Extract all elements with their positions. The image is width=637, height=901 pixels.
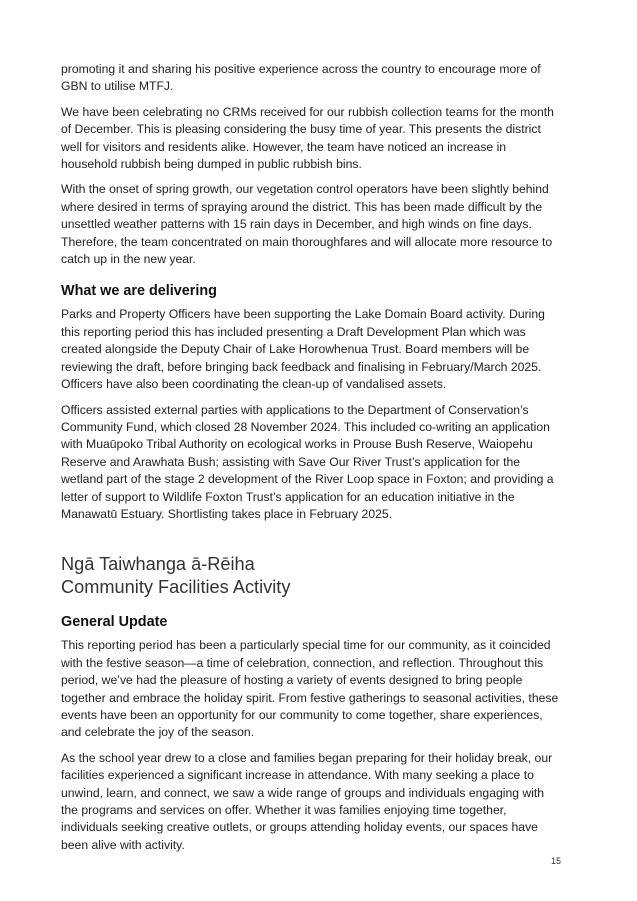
general-update-heading: General Update (61, 614, 168, 631)
delivering-heading: What we are delivering (61, 283, 217, 300)
general-update-paragraph: As the school year drew to a close and families began preparing for their holiday break, our facilities experienced a significant increase in attendance. With many seeking a place to unwind, learn, and connect, we saw a wide range of groups and individuals engaging with the programs and services on offer. Whether it was families enjoying time together, individuals seeking creative outlets, or groups attending holiday events, our spaces have been alive with activity. (61, 750, 553, 852)
intro-paragraph: With the onset of spring growth, our vegetation control operators have been slightly behind where desired in terms of spraying around the district. This has been made difficult by the unsettled weather patterns with 15 rain days in December, and high winds on fine days. Therefore, the team concentrated on main thoroughfares and will allocate more resource to catch up in the new year. (61, 182, 553, 267)
general-update-paragraph: This reporting period has been a particularly special time for our community, as it coincided with the festive season—a time of celebration, connection, and reflection. Throughout this period, we’ve had the pleasure of hosting a variety of events designed to bring people together and embrace the holiday spirit. From festive gatherings to seasonal activities, these events have been an opportunity for our community to come together, share experiences, and celebrate the joy of the season. (61, 638, 559, 740)
section-title (61, 553, 561, 599)
section-title-english: Community Facilities Activity (61, 577, 291, 598)
intro-paragraph: We have been celebrating no CRMs received for our rubbish collection teams for the month of December. This is pleasing considering the busy time of year. This presents the district well for visitors and residents alike. However, the team have noticed an increase in household rubbish being dumped in public rubbish bins. (61, 104, 554, 172)
page-number: 15 (550, 856, 561, 866)
delivering-paragraph: Officers assisted external parties with applications to the Department of Conservation’s Community Fund, which closed 28 November 2024. This included co-writing an application with Muaūpoko Tribal Authority on ecological works in Prouse Bush Reserve, Waiopehu Reserve and Arawhata Bush; assisting with Save Our River Trust’s application for the wetland part of the stage 2 development of the River Loop space in Foxton; and providing a letter of support to Wildlife Foxton Trust’s application for an education initiative in the Manawatū Estuary. Shortlisting takes place in February 2025. (61, 402, 554, 521)
intro-paragraph: promoting it and sharing his positive experience across the country to encourage more of GBN to utilise MTFJ. (61, 62, 541, 94)
section-title-maori: Ngā Taiwhanga ā-Rēiha (61, 554, 255, 575)
delivering-paragraph: Parks and Property Officers have been supporting the Lake Domain Board activity. During this reporting period this has included presenting a Draft Development Plan which was created alongside the Deputy Chair of Lake Horowhenua Trust. Board members will be reviewing the draft, before bringing back feedback and finalising in February/March 2025. Officers have also been coordinating the clean-up of vandalised assets. (61, 307, 545, 392)
